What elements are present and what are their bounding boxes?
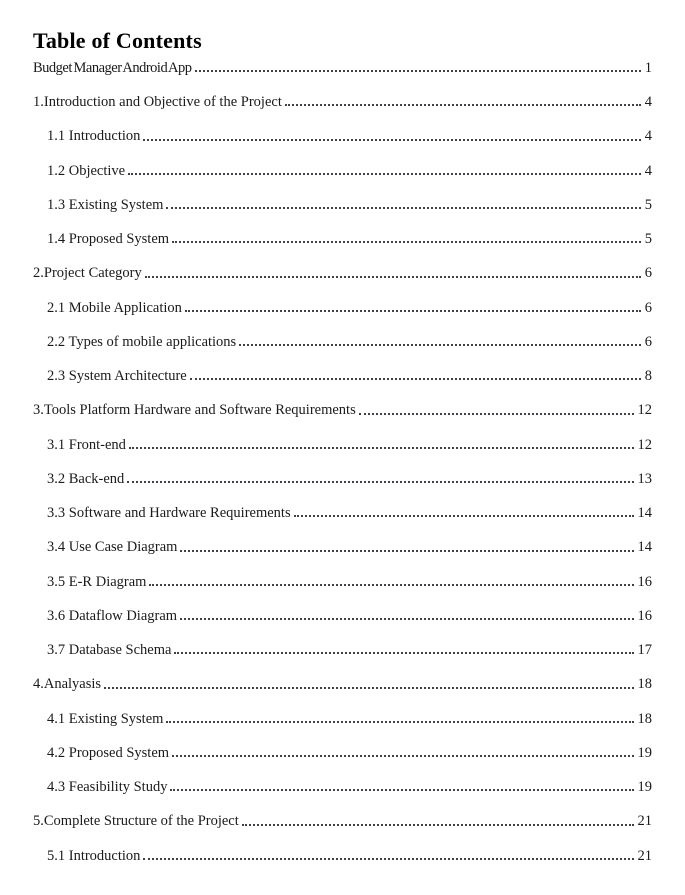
toc-entry-page: 14 [637, 539, 652, 556]
toc-entry[interactable] [33, 282, 652, 316]
toc-entry-label: 4.2 Proposed System [47, 744, 170, 761]
toc-entry-label: 4.Analyasis [33, 676, 102, 693]
toc-entry-label: 5.Complete Structure of the Project [33, 813, 239, 830]
dot-leader [294, 515, 634, 517]
toc-entry[interactable] [33, 693, 652, 727]
toc-entry[interactable] [33, 179, 652, 213]
toc-entry[interactable] [33, 57, 652, 76]
toc-entry-label: 3.Tools Platform Hardware and Software Requirements [33, 402, 356, 419]
toc-entry[interactable] [33, 624, 652, 658]
toc-entry[interactable] [33, 556, 652, 590]
toc-entry[interactable] [33, 384, 652, 418]
toc-entry[interactable] [33, 590, 652, 624]
dot-leader [166, 207, 640, 209]
dot-leader [145, 276, 641, 278]
toc-entry-label: 3.7 Database Schema [47, 642, 172, 659]
toc-entry[interactable] [33, 145, 652, 179]
toc-entry-label: 4.1 Existing System [47, 710, 164, 727]
dot-leader [127, 481, 633, 483]
toc-entry-page: 8 [644, 368, 652, 385]
toc-entry-page: 18 [637, 676, 652, 693]
toc-entry-page: 1 [644, 59, 652, 76]
page-title: Table of Contents [33, 28, 202, 53]
toc-entry[interactable] [33, 76, 652, 110]
table-of-contents [33, 57, 652, 864]
dot-leader [172, 241, 641, 243]
toc-entry-page: 4 [644, 128, 652, 145]
toc-entry-label: 1.3 Existing System [47, 196, 164, 213]
dot-leader [180, 550, 633, 552]
toc-entry-page: 19 [637, 779, 652, 796]
dot-leader [185, 310, 641, 312]
toc-entry-label: 2.2 Types of mobile applications [47, 333, 237, 350]
toc-entry-label: 4.3 Feasibility Study [47, 779, 168, 796]
toc-entry-label: 2.3 System Architecture [47, 368, 187, 385]
dot-leader [239, 344, 641, 346]
toc-entry-label: 5.1 Introduction [47, 847, 141, 864]
dot-leader [190, 378, 641, 380]
toc-entry-page: 17 [637, 642, 652, 659]
toc-entry-page: 13 [637, 470, 652, 487]
toc-entry-page: 6 [644, 333, 652, 350]
toc-entry-page: 18 [637, 710, 652, 727]
toc-entry[interactable] [33, 350, 652, 384]
toc-entry-label: 2.1 Mobile Application [47, 299, 182, 316]
toc-entry-page: 5 [644, 196, 652, 213]
toc-entry[interactable] [33, 658, 652, 692]
dot-leader [180, 618, 633, 620]
toc-entry-page: 6 [644, 265, 652, 282]
dot-leader [172, 755, 633, 757]
toc-entry-page: 14 [637, 505, 652, 522]
dot-leader [166, 721, 633, 723]
dot-leader [143, 139, 640, 141]
toc-entry[interactable] [33, 795, 652, 829]
dot-leader [129, 447, 634, 449]
toc-entry-page: 21 [637, 813, 652, 830]
toc-entry-label: 3.4 Use Case Diagram [47, 539, 178, 556]
toc-entry[interactable] [33, 453, 652, 487]
toc-entry-label: 1.2 Objective [47, 162, 126, 179]
dot-leader [104, 687, 633, 689]
dot-leader [143, 858, 633, 860]
toc-entry-label: 2.Project Category [33, 265, 142, 282]
toc-entry[interactable] [33, 213, 652, 247]
toc-entry-label: 3.2 Back-end [47, 470, 125, 487]
toc-entry-label: 3.3 Software and Hardware Requirements [47, 505, 291, 522]
toc-entry[interactable] [33, 727, 652, 761]
dot-leader [195, 70, 641, 72]
toc-entry[interactable] [33, 419, 652, 453]
toc-entry-page: 16 [637, 573, 652, 590]
dot-leader [149, 584, 633, 586]
toc-entry-page: 4 [644, 162, 652, 179]
toc-entry-page: 6 [644, 299, 652, 316]
toc-entry-page: 12 [637, 436, 652, 453]
toc-entry-label: Budget Manager Android App [33, 59, 192, 76]
toc-entry[interactable] [33, 247, 652, 281]
toc-entry[interactable] [33, 316, 652, 350]
dot-leader [359, 413, 634, 415]
toc-entry-label: 3.5 E-R Diagram [47, 573, 147, 590]
toc-entry[interactable] [33, 487, 652, 521]
dot-leader [128, 173, 641, 175]
toc-entry[interactable] [33, 830, 652, 864]
toc-entry-label: 1.Introduction and Objective of the Project [33, 94, 282, 111]
dot-leader [170, 789, 633, 791]
toc-entry[interactable] [33, 110, 652, 144]
toc-entry-page: 4 [644, 94, 652, 111]
toc-entry-page: 19 [637, 744, 652, 761]
dot-leader [285, 104, 641, 106]
toc-entry-page: 12 [637, 402, 652, 419]
dot-leader [174, 652, 633, 654]
toc-entry[interactable] [33, 521, 652, 555]
toc-entry[interactable] [33, 761, 652, 795]
dot-leader [242, 824, 634, 826]
toc-entry-page: 5 [644, 231, 652, 248]
toc-entry-label: 3.1 Front-end [47, 436, 126, 453]
toc-entry-page: 16 [637, 607, 652, 624]
toc-entry-page: 21 [637, 847, 652, 864]
toc-entry-label: 3.6 Dataflow Diagram [47, 607, 178, 624]
toc-entry-label: 1.1 Introduction [47, 128, 141, 145]
toc-entry-label: 1.4 Proposed System [47, 231, 170, 248]
